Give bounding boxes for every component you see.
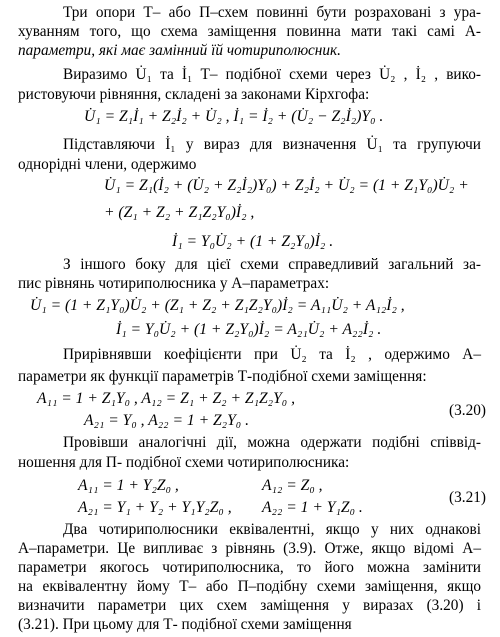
text-line: хуванням того, що схема заміщення повинна мати такі самі A- [18, 23, 481, 40]
equation-number: (3.21) [449, 489, 486, 506]
equation-general-1: U̇₁ = (1 + Z₁Y₀)U̇₂ + (Z₁ + Z₂ + Z₁Z₂Y₀)İ₂ = A₁₁U̇₂ + A₁₂İ₂ , [30, 297, 405, 314]
text-line: пис рівнянь чотириполюсника у A–параметрах: [18, 275, 330, 292]
equation-p-params-2a: A₂₁ = Y₁ + Y₂ + Y₁Y₂Z₀ , [78, 499, 232, 516]
equation-substitution-1: U̇₁ = Z₁(İ₂ + (U̇₂ + Z₂İ₂)Y₀) + Z₂İ₂ + U̇₂ = (1 + Z₁Y₀)U̇₂ + [104, 177, 469, 194]
equation-number: (3.20) [449, 402, 486, 419]
text-line: ношення для П- подібної схеми чотириполюсника: [18, 454, 350, 471]
text-line: Провівши аналогічні дії, можна одержати подібні співвід- [63, 434, 481, 451]
text-line: Прирівнявши коефіцієнти при U̇₂ та İ₂ , одержимо A– [63, 346, 481, 363]
equation-p-params-2b: A₂₂ = 1 + Y₁Z₀ . [262, 499, 363, 516]
equation-p-params-1a: A₁₁ = 1 + Y₂Z₀ , [78, 477, 179, 494]
equation-substitution-2: + (Z₁ + Z₂ + Z₁Z₂Y₀)İ₂ , [104, 204, 255, 221]
text-line: однорідні члени, одержимо [18, 156, 197, 173]
text-line: визначити параметри цих схем заміщення у виразах (3.20) і [18, 597, 481, 614]
equation-substitution-3: İ₁ = Y₀U̇₂ + (1 + Z₂Y₀)İ₂ . [172, 233, 334, 250]
text-line: параметри як функції параметрів Т-подібної схеми заміщення: [18, 368, 427, 385]
text-line: Три опори Т– або П–схем повинні бути розраховані з ура- [63, 4, 481, 21]
text-line: A–параметри. Це випливає з рівнянь (3.9). Отже, якщо відомі A– [18, 540, 481, 557]
text-line: параметри, які має замінний їй чотириполюсник. [18, 42, 341, 59]
equation-t-params-2: A₂₁ = Y₀ , A₂₂ = 1 + Z₂Y₀ . [84, 412, 249, 429]
text-line: параметри якогось чотириполюсника, то його можна замінити [18, 559, 481, 576]
equation-t-params-1: A₁₁ = 1 + Z₁Y₀ , A₁₂ = Z₁ + Z₂ + Z₁Z₂Y₀ , [37, 390, 295, 407]
text-line: на еквівалентну йому Т– або П–подібну схеми заміщення, якщо [18, 578, 481, 595]
text-line: (3.21). При цьому для Т- подібної схеми заміщення [18, 616, 352, 633]
text-line: Виразимо U̇₁ та İ₁ Т– подібної схеми через U̇₂ , İ₂ , вико- [63, 66, 481, 83]
text-line: З іншого боку для цієї схеми справедливий загальний за- [63, 256, 481, 273]
equation-general-2: İ₁ = Y₀U̇₂ + (1 + Z₂Y₀)İ₂ = A₂₁U̇₂ + A₂₂İ₂ . [116, 321, 382, 338]
text-line: Підставляючи İ₁ у вираз для визначення U̇₁ та групуючи [63, 136, 481, 153]
equation-p-params-1b: A₁₂ = Z₀ , [262, 477, 323, 494]
text-line: Два чотириполюсники еквівалентні, якщо у них однакові [63, 521, 481, 538]
text-line: ристовуючи рівняння, складені за законами Кірхгофа: [18, 86, 370, 103]
equation-kirchhoff: U̇₁ = Z₁İ₁ + Z₂İ₂ + U̇₂ , İ₁ = İ₂ + (U̇₂ − Z₂İ₂)Y₀ . [84, 108, 384, 125]
